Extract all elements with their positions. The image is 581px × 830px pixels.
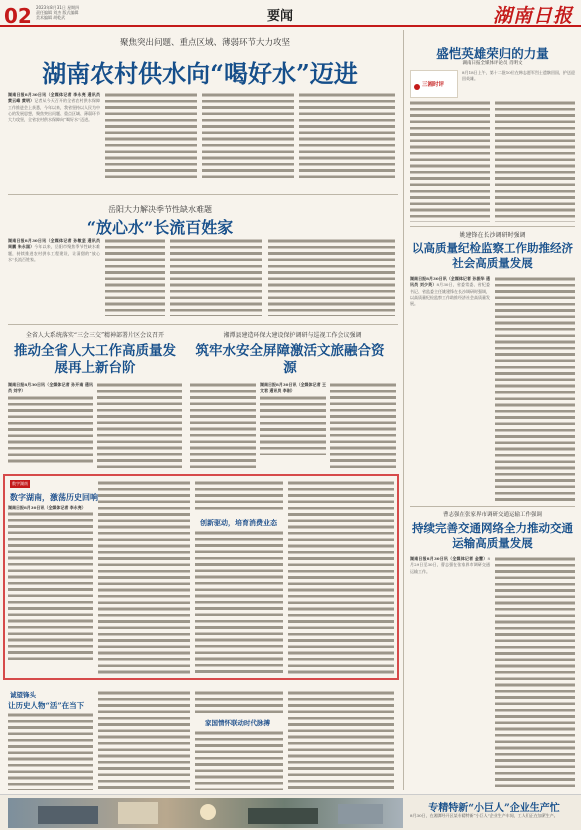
commentary-tag: 三湘时评 — [422, 82, 445, 88]
bottom-strip — [0, 794, 581, 830]
story3-byline: 湖南日报8月30日讯（全媒体记者 孙开南 通讯员 刘宇） — [8, 382, 93, 394]
right3-body: 8月29日至30日，曹志强在张家界市调研交通运输工作。 — [410, 556, 490, 574]
lead-body: 记者从今天召开的全省农村供水保障工作推进会上获悉，今年以来，我省坚持以人民为中心的发展思想，聚焦突出问题、重点区域、薄弱环节大力攻坚，全省农村供水保障向“喝好水”迈进。 — [8, 98, 100, 123]
header-meta — [36, 5, 79, 20]
lead-headline: 湖南农村供水向“喝好水”迈进 — [42, 59, 358, 88]
divider — [410, 226, 575, 227]
meta-designer: 美术编辑 胡乾武 — [36, 15, 66, 20]
story5-col-1 — [8, 712, 93, 790]
story4-kicker: 湘潭县建造环保大建设保护调研与巡视工作会议强调 — [223, 332, 362, 339]
right3-headline: 持续完善交通网络全力推动交通运输高质量发展 — [412, 521, 573, 550]
section-title: 要闻 — [266, 9, 293, 24]
divider — [8, 324, 398, 325]
story4-col-2 — [260, 382, 326, 468]
story3-col-2 — [97, 382, 182, 468]
right3-kicker: 曹志强在张家界市调研交通运输工作强调 — [442, 512, 542, 518]
story2-col-4 — [268, 238, 395, 316]
right2-headline: 以高质量纪检监察工作助推经济社会高质量发展 — [412, 241, 573, 270]
story3-col-1 — [8, 382, 93, 468]
story2-byline: 湖南日报8月30日讯（全媒体记者 孙敏坚 通讯员 周鹏 朱永国） — [8, 238, 100, 250]
story4-headline: 筑牢水安全屏障激活文旅融合资源 — [195, 343, 385, 376]
story5-col-2 — [98, 690, 190, 790]
story5-headline: 让历史人物“活”在当下 — [8, 701, 85, 710]
right3-col-1 — [410, 556, 490, 788]
right3-byline: 湖南日报8月30日讯（全媒体记者 金慧） — [410, 556, 488, 561]
feature-col-2 — [98, 480, 190, 675]
lead-col-4 — [299, 92, 395, 182]
right1-col-2 — [495, 100, 575, 222]
story2-col-2 — [105, 238, 165, 316]
story5-col-4 — [288, 690, 394, 790]
lead-col-3 — [202, 92, 294, 182]
factory-photo — [8, 798, 403, 828]
lead-kicker: 聚焦突出问题、重点区域、薄弱环节大力攻坚 — [119, 38, 290, 48]
feature-col-3a — [195, 480, 283, 510]
lead-byline: 湖南日报8月30日讯（全媒体记者 李永亮 通讯员 黄云峰 黄明） — [8, 92, 100, 104]
story2-body: 今年以来，岳阳市聚焦季节性缺水难题，持续推进农村供水工程建设，让清甜的“放心水”长流百姓家。 — [8, 244, 100, 262]
page-number: 02 — [4, 4, 32, 28]
page-header — [0, 0, 581, 27]
right1-headline: 盛恺英雄荣归的力量 — [436, 46, 549, 61]
bottom-caption: 8月30日，在湘潭经开区某专精特新“小巨人”企业生产车间，工人们正在加紧生产。 — [410, 813, 558, 818]
lead-col-1 — [8, 92, 100, 182]
lead-col-2 — [105, 92, 197, 182]
column-divider — [403, 30, 404, 790]
newspaper-logo: 湖南日报 — [492, 5, 573, 27]
factory-photo-art — [8, 798, 403, 828]
feature-col-3 — [195, 530, 283, 675]
story4-col-3 — [330, 382, 396, 468]
column-label: 诚望锋头 — [10, 691, 36, 699]
right1-byline: 湖南日报全媒体评论员 肖明文 — [462, 61, 523, 66]
story2-kicker: 岳阳大力解决季节性缺水难题 — [108, 205, 212, 214]
divider — [8, 194, 398, 195]
right2-kicker: 姚建锋在长沙调研时强调 — [459, 232, 526, 239]
story2-col-3 — [170, 238, 262, 316]
right1-col-top — [462, 70, 575, 98]
feature-col-4 — [288, 480, 394, 675]
right3-col-2 — [495, 556, 575, 788]
right2-body: 8月30日，省委常委、省纪委书记、省监委主任姚建锋在长沙调研时强调，以高质量纪检监察工作助推经济社会高质量发展。 — [410, 282, 490, 307]
story4-col-1 — [190, 382, 256, 468]
commentary-logo — [410, 70, 458, 98]
feature-subhead: 数字湖南，激荡历史回响 — [10, 492, 98, 502]
story2-col-1 — [8, 238, 100, 316]
story5-col-3a — [195, 690, 283, 715]
story5-col-3 — [195, 730, 283, 790]
feature-subhead-2: 创新驱动，培育消费业态 — [200, 518, 277, 527]
story4-byline: 湖南日报8月30日讯（全媒体记者 王文君 通讯员 李刚） — [260, 382, 326, 394]
story3-headline: 推动全省人大工作高质量发展再上新台阶 — [14, 343, 176, 376]
right2-col-1 — [410, 276, 490, 502]
meta-date: 2023年8月31日 星期四 — [36, 5, 80, 10]
meta-editor: 责任编辑 刘杰 版式编辑 — [36, 10, 79, 15]
bottom-headline: 专精特新“小巨人”企业生产忙 — [428, 803, 560, 814]
feature-byline: 湖南日报8月30日讯（全媒体记者 李永亮） — [8, 505, 86, 510]
story5-subhead: 家国情怀联动时代脉搏 — [205, 719, 270, 727]
feature-tag: 数字湖南 — [12, 481, 28, 486]
right2-col-2 — [495, 276, 575, 502]
divider — [410, 506, 575, 507]
right2-byline: 湖南日报8月30日讯（全媒体记者 孙振华 通讯员 刘少英） — [410, 276, 490, 288]
story2-headline: “放心水”长流百姓家 — [86, 218, 234, 237]
right1-body: 8月18日上午，第十二批10位在韩志愿军烈士遗骸回国，护送迎回英雄。 — [462, 70, 575, 82]
story3-kicker: 全省人大系统落实“三会三交”精神部署片区会议召开 — [25, 332, 165, 339]
right1-col-1 — [410, 100, 490, 222]
feature-col-1 — [8, 505, 93, 675]
